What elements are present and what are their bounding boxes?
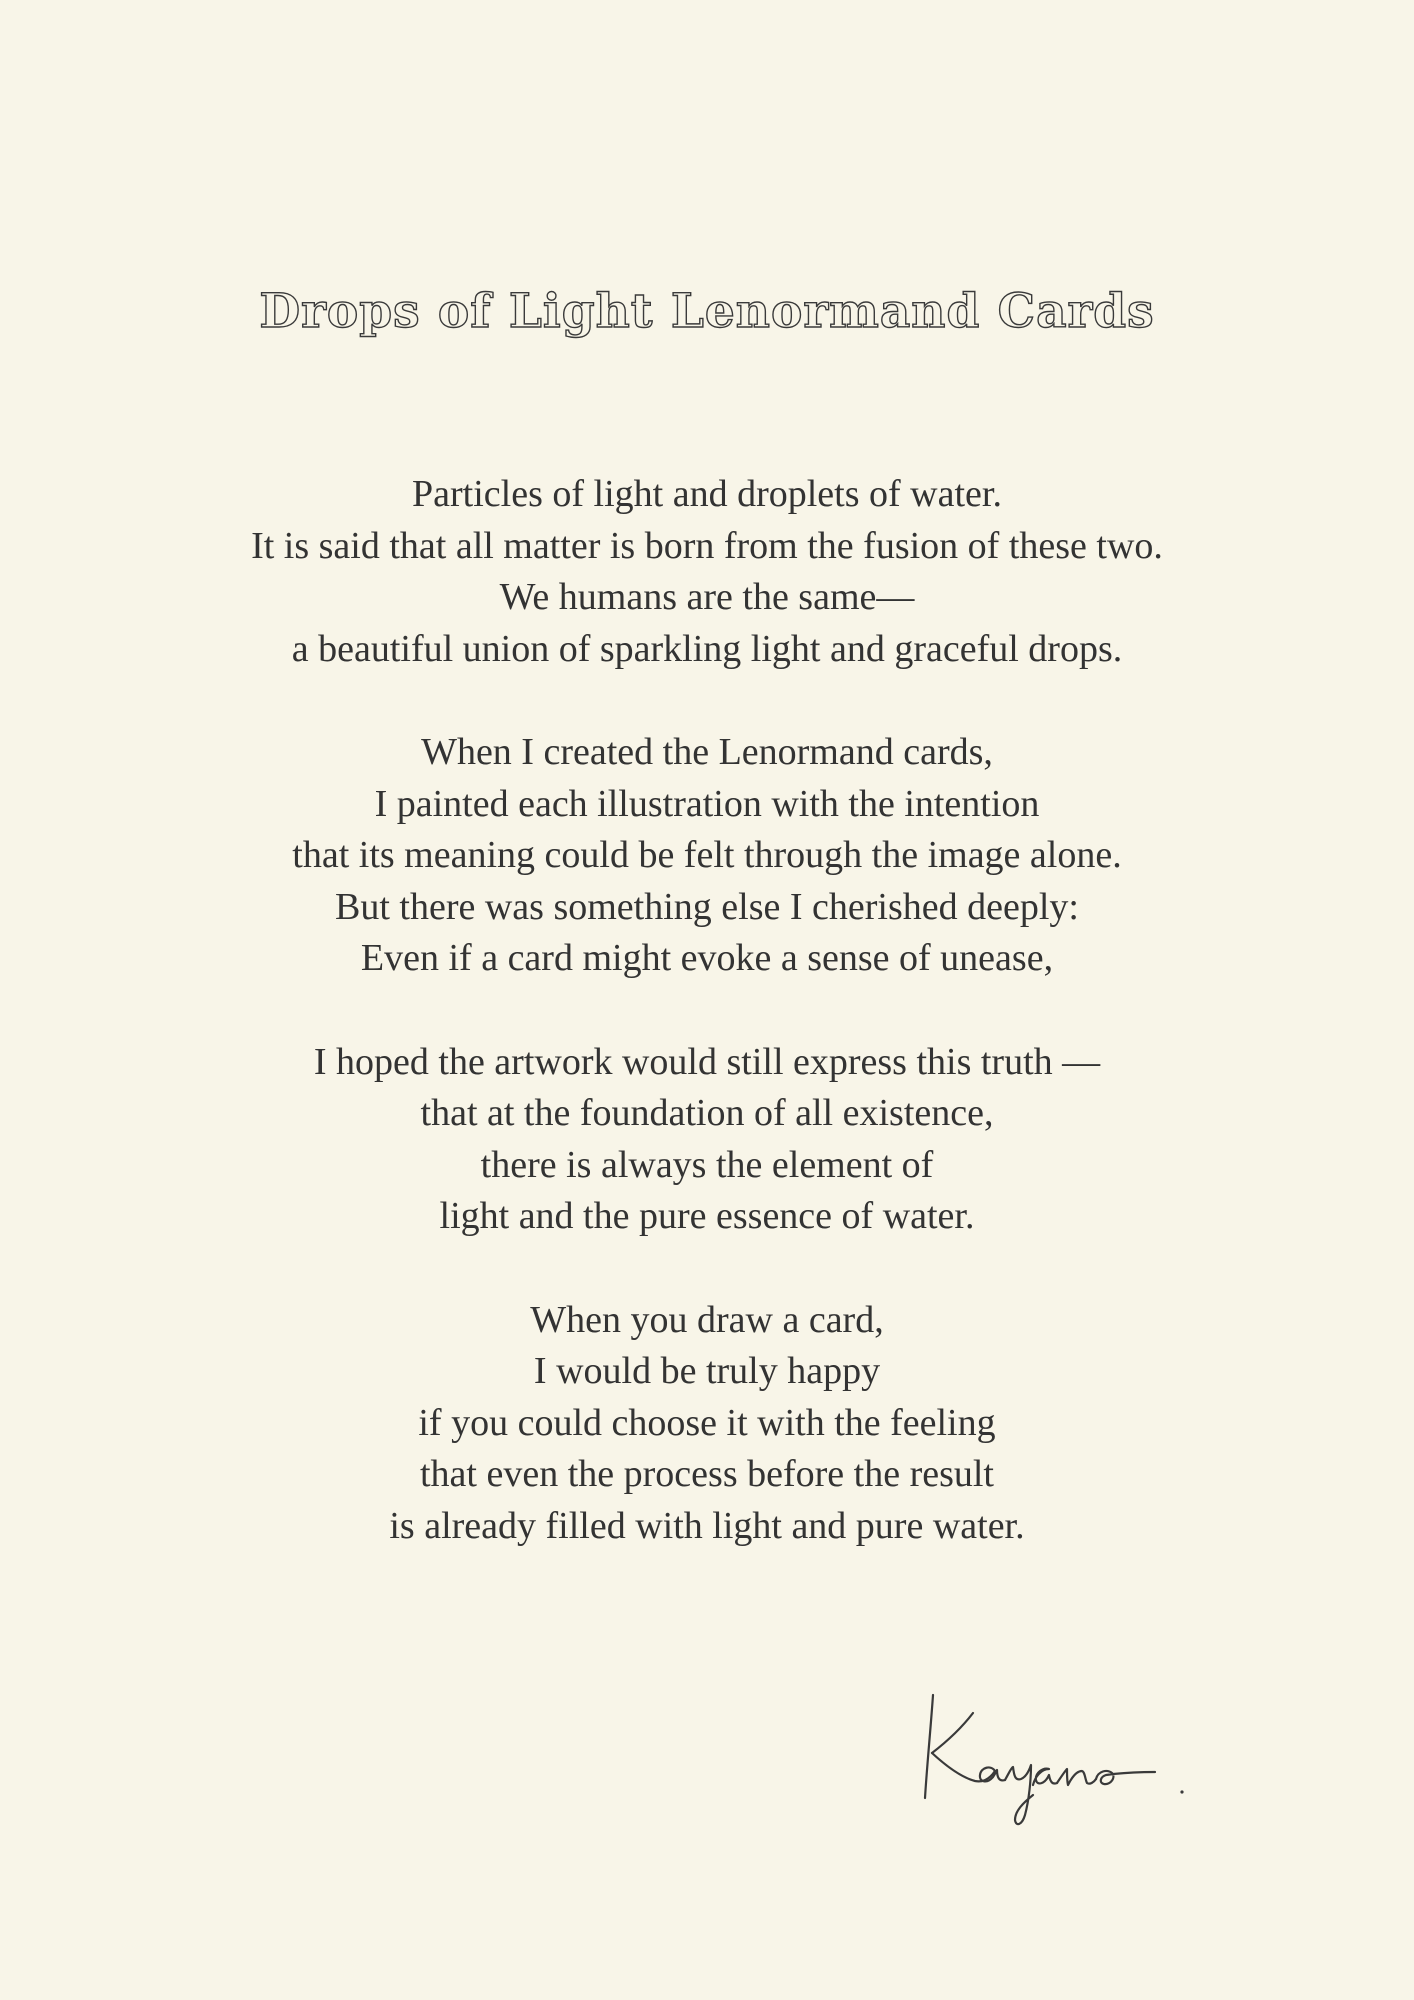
- poem-line: is already filled with light and pure water.: [389, 1504, 1025, 1547]
- poem-line: that at the foundation of all existence,: [420, 1092, 994, 1135]
- poem-line: that even the process before the result: [420, 1453, 994, 1496]
- poem-line: a beautiful union of sparkling light and graceful drops.: [291, 627, 1123, 670]
- stanza-1: [0, 469, 1414, 675]
- poem-line: light and the pure essence of water.: [439, 1195, 975, 1238]
- poem-line: It is said that all matter is born from the fusion of these two.: [251, 524, 1163, 567]
- poem-line: I hoped the artwork would still express this truth —: [313, 1040, 1101, 1083]
- poem-line: I painted each illustration with the intention: [374, 782, 1040, 825]
- poem-line: if you could choose it with the feeling: [418, 1401, 996, 1444]
- stanza-2: [0, 727, 1414, 985]
- poem-line: When I created the Lenormand cards,: [421, 730, 993, 773]
- document-title: Drops of Light Lenormand Cards: [259, 284, 1155, 339]
- poem-line: We humans are the same—: [499, 576, 915, 619]
- poem-line: When you draw a card,: [530, 1298, 884, 1341]
- poem-line: that its meaning could be felt through the image alone.: [292, 834, 1122, 877]
- stanza-3: [0, 1037, 1414, 1243]
- poem-line: Even if a card might evoke a sense of unease,: [360, 937, 1054, 980]
- poem-line: Particles of light and droplets of water.: [412, 473, 1002, 515]
- poem-body: [0, 469, 1414, 1552]
- stanza-4: [0, 1295, 1414, 1553]
- handwritten-signature: [915, 1685, 1235, 1835]
- poem-line: there is always the element of: [480, 1143, 934, 1186]
- poem-line: But there was something else I cherished deeply:: [335, 885, 1079, 928]
- poem-line: I would be truly happy: [533, 1350, 881, 1393]
